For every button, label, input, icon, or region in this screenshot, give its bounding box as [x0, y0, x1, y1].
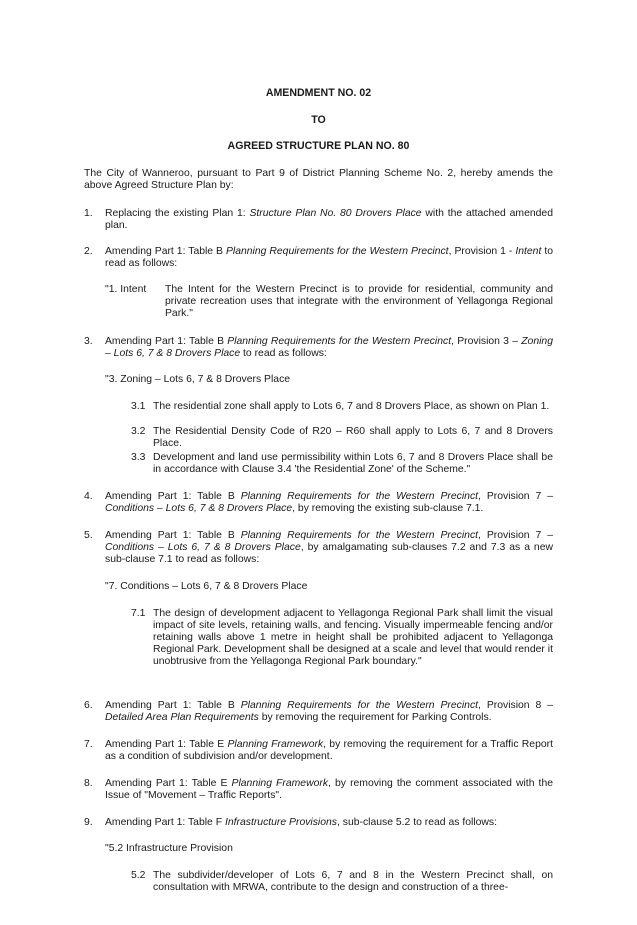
clause-3-1-number: 3.1	[131, 401, 146, 412]
item-1-text: Replacing the existing Plan 1: Structure Plan No. 80 Drovers Place with the attached amended plan.	[105, 208, 553, 231]
item-6-text: Amending Part 1: Table B Planning Requirements for the Western Precinct, Provision 8 – Detailed Area Plan Requirements by removing the requirement for Parking Controls.	[105, 700, 553, 723]
item-7-number: 7.	[84, 739, 93, 750]
conditions-heading: "7. Conditions – Lots 6, 7 & 8 Drovers Place	[105, 581, 308, 592]
structure-plan-title: AGREED STRUCTURE PLAN NO. 80	[227, 140, 410, 152]
item-6-number: 6.	[84, 700, 93, 711]
item-7-text: Amending Part 1: Table E Planning Framework, by removing the requirement for a Traffic Report as a condition of subdivision and/or development.	[105, 739, 553, 762]
clause-3-3-text: Development and land use permissibility within Lots 6, 7 and 8 Drovers Place shall be in accordance with Clause 3.4 'the Residential Zone' of the Scheme."	[153, 452, 553, 475]
clause-7-1-number: 7.1	[131, 608, 146, 619]
clause-3-2-text: The Residential Density Code of R20 – R60 shall apply to Lots 6, 7 and 8 Drovers Place.	[153, 426, 553, 449]
item-3-number: 3.	[84, 336, 93, 347]
clause-3-1-text: The residential zone shall apply to Lots 6, 7 and 8 Drovers Place, as shown on Plan 1.	[153, 401, 550, 412]
intent-label: "1. Intent	[105, 284, 147, 295]
intent-text: The Intent for the Western Precinct is to provide for residential, community and private recreation uses that integrate with the environment of Yellagonga Regional Park."	[165, 284, 553, 319]
item-4-number: 4.	[84, 491, 93, 502]
item-9-text: Amending Part 1: Table F Infrastructure Provisions, sub-clause 5.2 to read as follows:	[105, 817, 497, 828]
clause-7-1-text: The design of development adjacent to Yellagonga Regional Park shall limit the visual impact of site levels, retaining walls, and fencing. Visually impermeable fencing and/or retaining walls above 1 metre in height shall be prohibited adjacent to Yellagonga Regional Park. Development shall be designed at a scale and level that would render it unobtrusive from the Yellagonga Regional Park boundary."	[153, 608, 553, 667]
amendment-title: AMENDMENT NO. 02	[265, 87, 372, 99]
clause-3-2-number: 3.2	[131, 426, 146, 437]
clause-5-2-text: The subdivider/developer of Lots 6, 7 and 8 in the Western Precinct shall, on consultation with MRWA, contribute to the design and construction of a three-	[153, 870, 553, 893]
intro-paragraph: The City of Wanneroo, pursuant to Part 9 of District Planning Scheme No. 2, hereby amends the above Agreed Structure Plan by:	[84, 168, 553, 191]
item-3-text: Amending Part 1: Table B Planning Requirements for the Western Precinct, Provision 3 – Zoning – Lots 6, 7 & 8 Drovers Place to read as follows:	[105, 336, 553, 359]
item-2-number: 2.	[84, 246, 93, 257]
title-to: TO	[311, 114, 326, 126]
item-5-number: 5.	[84, 530, 93, 541]
item-8-text: Amending Part 1: Table E Planning Framework, by removing the comment associated with the Issue of "Movement – Traffic Reports".	[105, 778, 554, 801]
infrastructure-heading: "5.2 Infrastructure Provision	[105, 843, 233, 854]
item-9-number: 9.	[84, 817, 93, 828]
item-2-text: Amending Part 1: Table B Planning Requirements for the Western Precinct, Provision 1 - Intent to read as follows:	[105, 246, 553, 269]
item-5-text: Amending Part 1: Table B Planning Requirements for the Western Precinct, Provision 7 – Conditions – Lots 6, 7 & 8 Drovers Place, by amalgamating sub-clauses 7.2 and 7.3 as a new sub-clause 7.1 to read as follows:	[105, 530, 553, 565]
item-4-text: Amending Part 1: Table B Planning Requirements for the Western Precinct, Provision 7 – Conditions – Lots 6, 7 & 8 Drovers Place, by removing the existing sub-clause 7.1.	[105, 491, 553, 514]
clause-5-2-number: 5.2	[131, 870, 146, 881]
clause-3-3-number: 3.3	[131, 452, 146, 463]
item-1-number: 1.	[84, 208, 93, 219]
zoning-heading: "3. Zoning – Lots 6, 7 & 8 Drovers Place	[105, 374, 291, 385]
item-8-number: 8.	[84, 778, 93, 789]
